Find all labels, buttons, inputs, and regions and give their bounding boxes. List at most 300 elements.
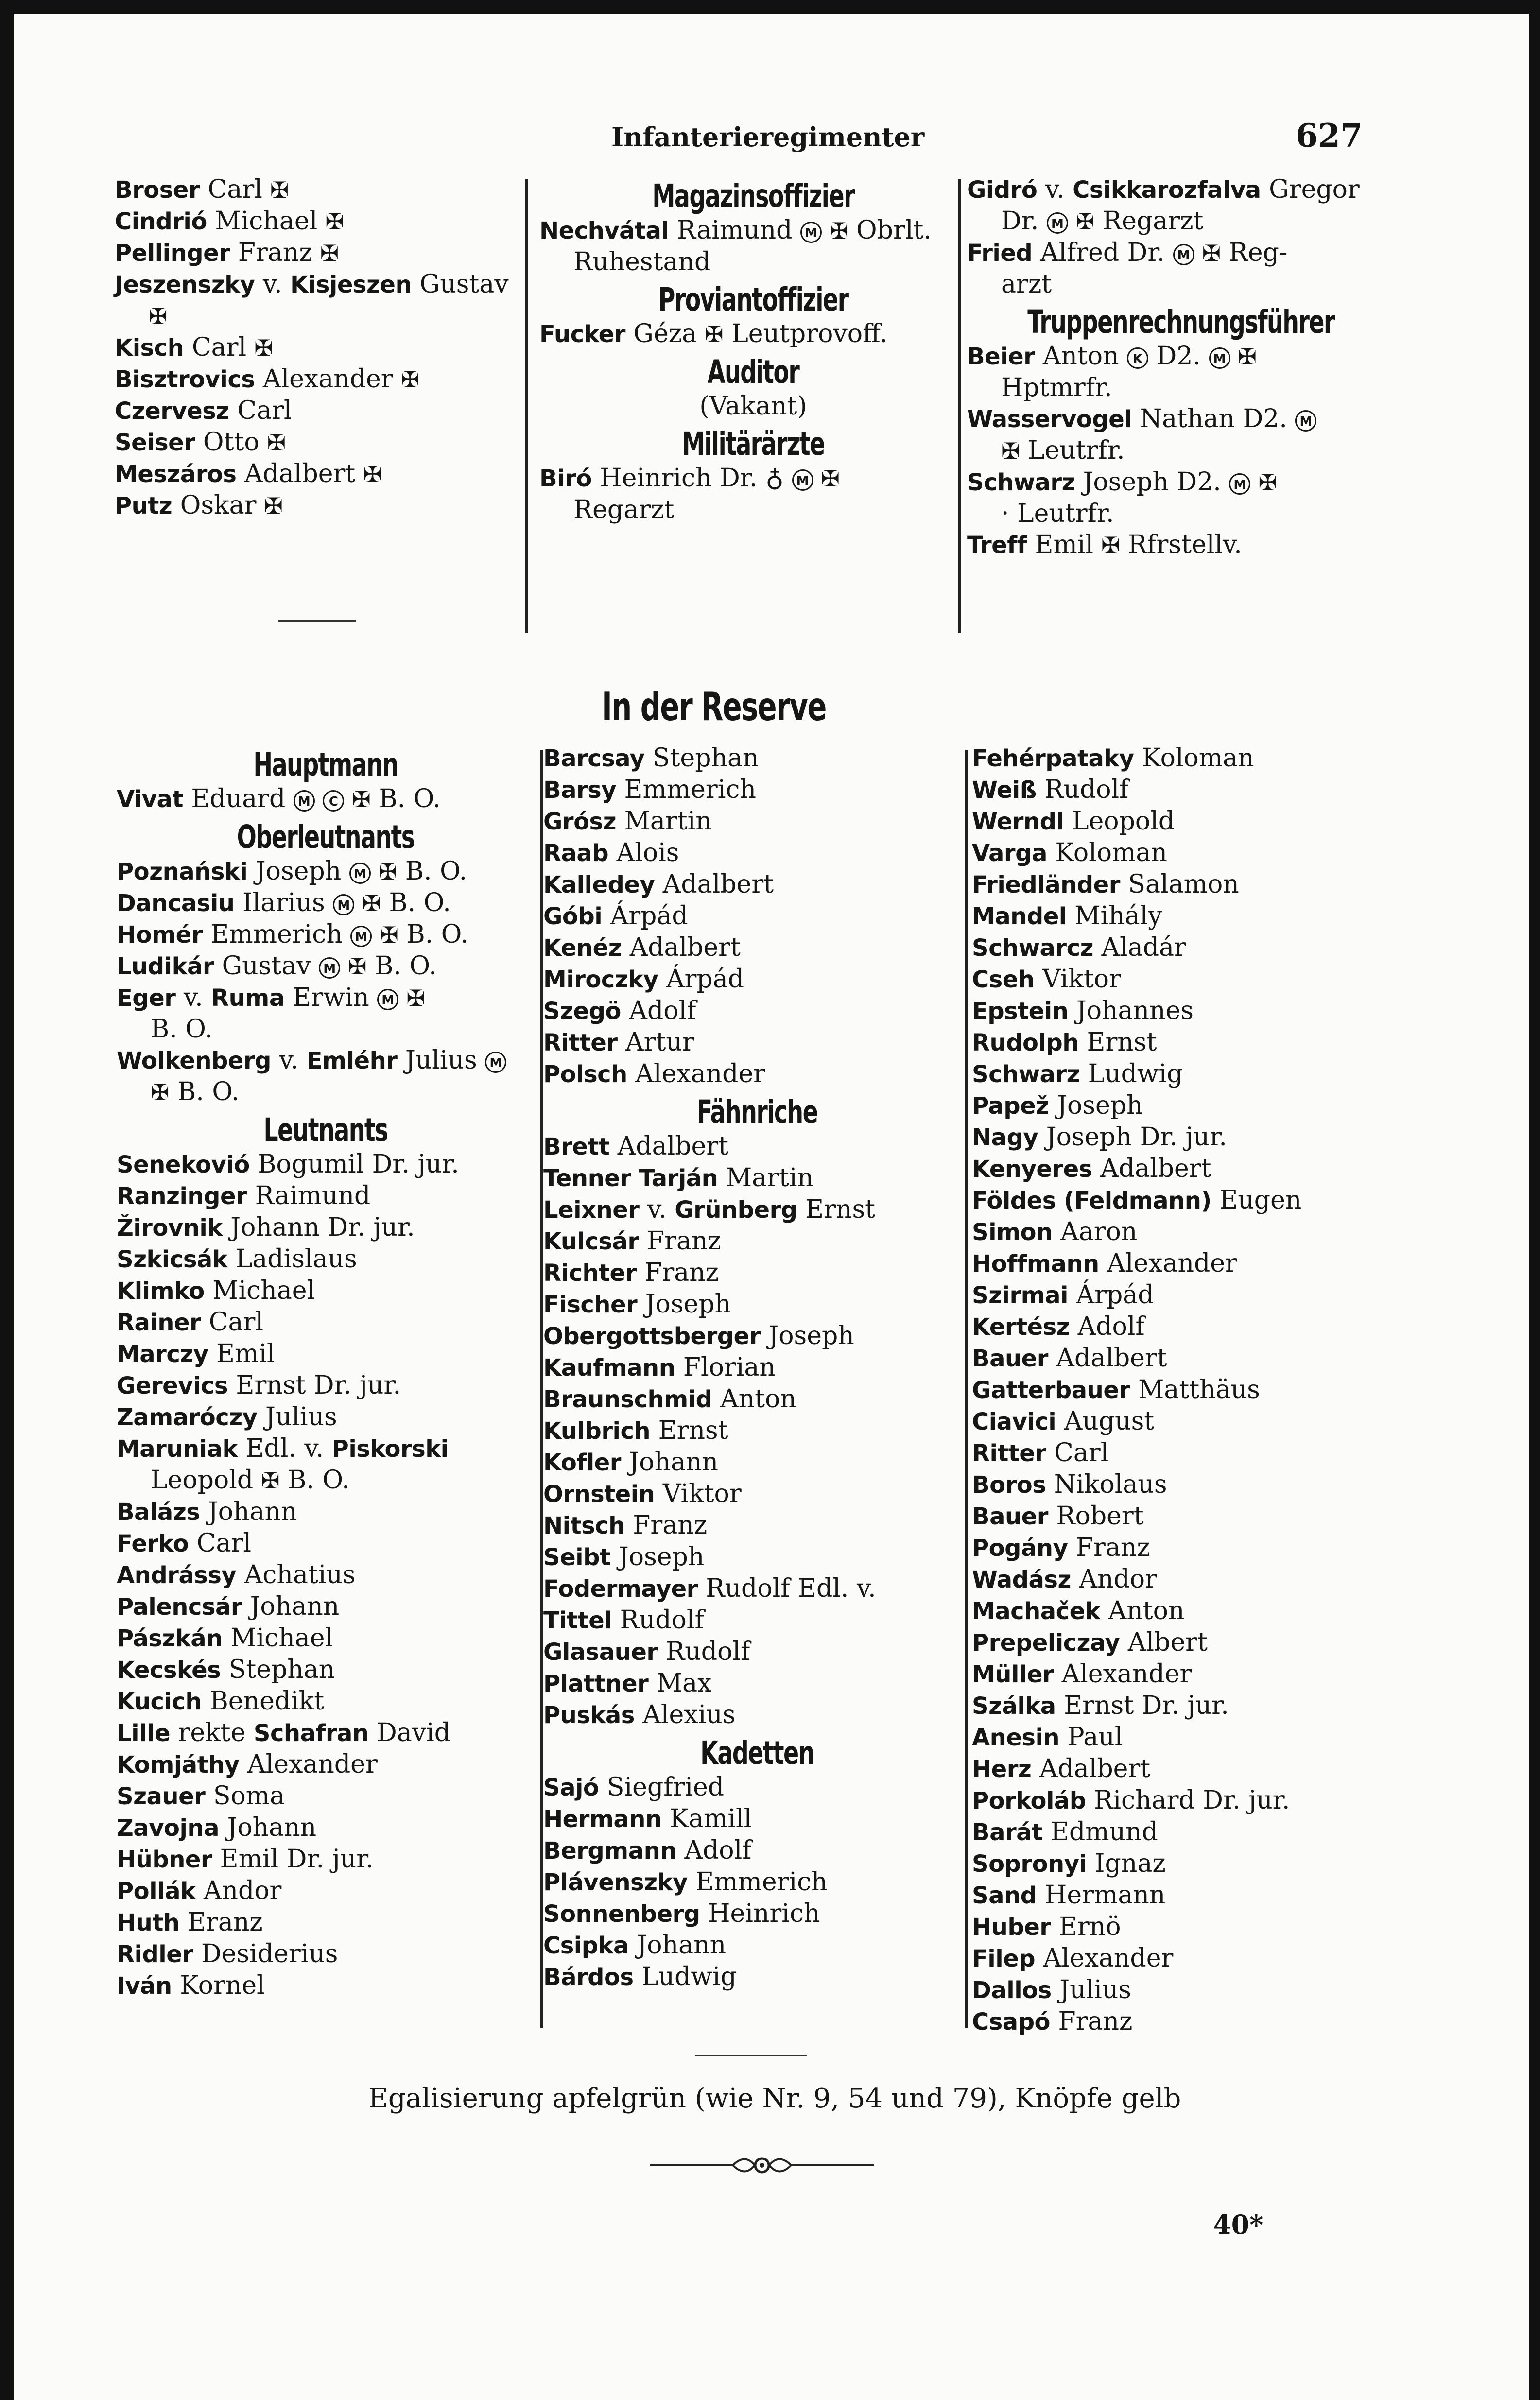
given-name: Mihály [1066,901,1162,931]
name-entry [543,1803,971,1835]
given-name: Ernst Dr. jur. [1056,1691,1229,1720]
name-entry [543,1510,971,1541]
given-name: Hermann [1037,1881,1166,1910]
given-name: Rudolf Edl. v. [697,1574,876,1603]
surname: Iván [117,1972,172,2000]
spacer [325,888,355,917]
surname: Szegö [543,998,621,1025]
given-name: Emil [1026,530,1094,559]
name-entry [115,269,533,300]
name-entry [115,363,533,395]
given-name: Carl [201,1308,264,1337]
given-name: Adalbert [1048,1344,1167,1373]
given-name: Ladislaus [227,1244,357,1274]
cross-decoration-icon: ✠ [344,786,371,812]
surname: Braunschmid [543,1386,712,1413]
given-name: Gregor [1261,175,1360,204]
given-name: Ernö [1051,1912,1121,1941]
name-entry [117,1338,535,1370]
title-note: B. O. [397,857,467,886]
given-name: v. [1037,175,1073,204]
surname: Fucker [539,321,625,348]
name-entry [115,490,533,521]
name-entry [543,1320,971,1352]
name-entry [972,1722,1400,1753]
surname: Sonnenberg [543,1900,700,1928]
given-name: Árpád [1068,1280,1154,1310]
given-name: Joseph [610,1542,705,1571]
short-rule [695,2055,807,2056]
given-name: Edmund [1042,1817,1158,1847]
title-note: Regarzt [1094,207,1204,236]
name-entry [543,1961,971,1993]
given-name: Árpád [602,901,688,931]
spacer [1038,207,1068,236]
given-name: Emmerich [616,775,756,804]
title-note: Reg- [1221,238,1288,267]
given-name: Adalbert [622,933,741,962]
name-entry [117,1623,535,1654]
m-circle-icon: M [1209,347,1230,369]
name-entry [972,1216,1400,1248]
m-circle-icon: M [319,957,340,979]
entry-continuation [117,1014,535,1045]
name-entry [543,1478,971,1510]
given-name: Anton [1100,1596,1185,1625]
given-name: Emmerich [202,920,343,949]
given-name: Anton [1035,342,1119,371]
m-circle-icon: M [485,1052,506,1073]
given-name: Adalbert [1092,1154,1211,1183]
surname: Hoffmann [972,1250,1099,1278]
given-name: Emil Dr. jur. [212,1845,374,1874]
name-entry [972,1880,1400,1911]
name-entry [117,919,535,950]
surname: Anesin [972,1724,1060,1751]
given-name: Joseph [1049,1091,1143,1120]
surname: Polsch [543,1061,627,1088]
name-entry [543,964,971,995]
name-entry [117,1844,535,1875]
surname: Sand [972,1882,1037,1909]
surname: Hübner [117,1846,212,1873]
surname: Kertész [972,1313,1070,1341]
given-name: Franz [639,1226,721,1256]
surname: Zamaróczy [117,1404,258,1431]
name-entry [543,869,971,900]
given-name: Viktor [1034,965,1121,994]
surname: Dallos [972,1977,1052,2004]
name-entry [972,1848,1400,1880]
given-name: · Leutrfr. [1001,499,1114,528]
entry-continuation [117,1465,535,1496]
given-name: Nikolaus [1046,1470,1167,1499]
name-entry [972,995,1400,1027]
name-entry [972,1406,1400,1437]
given-name: Nathan D2. [1132,404,1287,433]
surname: Gatterbauer [972,1377,1130,1404]
name-entry [117,1180,535,1212]
name-entry [543,995,971,1027]
surname: Kalledey [543,871,655,898]
given-name: Johannes [1068,996,1194,1025]
surname: Senekovió [117,1151,250,1178]
given-name: Ernst Dr. jur. [227,1371,401,1400]
rank-heading: Militärärzte [682,425,825,463]
given-name: Joseph [760,1321,854,1350]
name-entry [972,1501,1400,1532]
m-circle-icon: M [800,222,822,243]
cross-decoration-icon: ✠ [813,466,840,492]
surname: Nagy [972,1124,1038,1151]
surname: Obergottsberger [543,1323,761,1350]
surname: Raab [543,840,609,867]
name-entry [972,1279,1400,1311]
given-name: v. [175,983,211,1012]
title-note: Obrlt. [848,216,932,245]
rank-heading: Magazinsoffizier [652,177,854,215]
name-entry [972,1564,1400,1595]
name-entry [972,964,1400,995]
name-entry [543,1835,971,1866]
given-name: Franz [1068,1533,1150,1562]
surname: Huber [972,1914,1051,1941]
name-entry [972,1090,1400,1122]
given-name: Michael [222,1623,333,1653]
given-name: Andor [195,1876,282,1905]
cross-decoration-icon: ✠ [1230,344,1257,370]
title-note: Leutprovoff. [723,319,888,348]
given-name: Richard Dr. jur. [1086,1786,1290,1815]
cross-decoration-icon: ✠ [340,953,367,980]
given-name: Emil [208,1339,275,1368]
surname: Puskás [543,1702,635,1729]
spacer [343,920,372,949]
given-name: Ilarius [234,888,325,917]
given-name: Rudolf [1036,775,1129,804]
surname: Czervesz [115,397,229,425]
cross-decoration-icon: ✠ [398,985,425,1011]
title-note: B. O. [366,951,437,981]
given-name: Ludwig [1080,1059,1183,1088]
surname: Csikkarozfalva [1073,176,1261,204]
given-name: Johann Dr. jur. [222,1213,415,1242]
name-entry [117,1559,535,1591]
name-entry [117,1045,535,1076]
surname: Kenyeres [972,1156,1092,1183]
cross-decoration-icon: ✠ [246,335,273,361]
title-note: B. O. [381,888,451,917]
name-entry [972,1532,1400,1564]
given-name: Julius [397,1046,477,1075]
name-entry [972,1058,1400,1090]
given-name: Géza [625,319,697,348]
name-entry [972,1690,1400,1722]
name-entry [117,1780,535,1812]
name-entry [117,1212,535,1243]
surname: Friedländer [972,871,1120,898]
name-entry [117,1243,535,1275]
surname: Góbi [543,903,603,930]
given-name: Carl [1046,1438,1109,1468]
given-name: Edl. v. [237,1434,332,1463]
name-entry [543,1573,971,1605]
given-name: Ignaz [1087,1849,1166,1878]
title-note: Leutrfr. [1020,436,1125,465]
surname: Földes (Feldmann) [972,1187,1211,1214]
given-name: Rudolf [612,1606,704,1635]
surname: Tenner Tarján [543,1165,718,1192]
vacant-note: (Vakant) [699,392,807,421]
entry-continuation [117,1076,535,1108]
surname: Szirmai [972,1282,1068,1309]
entry-continuation [967,435,1395,466]
name-entry [117,1907,535,1938]
cross-decoration-icon: ✠ [256,493,283,519]
surname: Ranzinger [117,1183,247,1210]
name-entry [972,1343,1400,1374]
given-name: Ernst [797,1195,876,1224]
surname: Wadász [972,1566,1071,1593]
name-entry [967,341,1395,372]
entry-continuation [967,372,1395,403]
given-name: Koloman [1134,743,1254,773]
surname: Pogány [972,1535,1068,1562]
given-name: Matthäus [1130,1375,1260,1404]
entry-continuation [967,269,1395,300]
given-name: Erwin [284,983,369,1012]
name-entry [972,837,1400,869]
name-entry [117,1496,535,1528]
given-name: Alexander [1054,1659,1192,1689]
given-name: Raimund [669,216,793,245]
given-name: Carl [200,175,262,204]
name-entry [543,742,971,774]
surname: Cseh [972,966,1035,993]
name-entry [972,900,1400,932]
given-name: August [1056,1407,1155,1436]
given-name: Emmerich [687,1867,828,1897]
surname: Ciavici [972,1408,1056,1435]
given-name: Paul [1059,1723,1123,1752]
name-entry [117,856,535,887]
given-name: Max [648,1669,712,1698]
name-entry [543,1772,971,1803]
surname: Kofler [543,1449,621,1476]
given-name: Desiderius [193,1939,338,1968]
running-head: Infanterieregimenter [611,121,925,153]
name-entry [543,1447,971,1478]
surname: Schafran [253,1720,369,1747]
name-entry [543,837,971,869]
name-entry [972,806,1400,837]
m-circle-icon: M [1295,410,1316,432]
c-circle-icon: C [323,790,344,812]
given-name: Alexander [1099,1249,1237,1278]
name-entry [117,950,535,982]
column-rule [525,179,528,633]
name-entry [972,742,1400,774]
spacer [1221,467,1251,497]
name-entry [543,1226,971,1257]
surname: Gidró [967,176,1038,204]
spacer [315,784,345,813]
surname: Rudolph [972,1029,1079,1056]
given-name: Salamon [1120,870,1239,899]
surname: Klimko [117,1278,205,1305]
given-name: v. [639,1195,675,1224]
given-name: Johann [621,1448,719,1477]
name-entry [117,1875,535,1907]
top-column-3 [967,174,1395,561]
given-name: Heinrich [700,1899,820,1928]
given-name: Carl [229,396,292,425]
given-name: Aladár [1093,933,1186,962]
surname: Lille [117,1720,170,1747]
given-name: Hptmrfr. [1001,373,1112,402]
surname: Werndl [972,808,1064,835]
given-name: Robert [1048,1502,1144,1531]
name-entry [972,1753,1400,1785]
name-entry [972,1627,1400,1658]
surname: Piskorski [331,1435,449,1463]
given-name: Franz [230,238,312,267]
m-circle-icon: M [1173,244,1194,265]
given-name: Adalbert [655,870,774,899]
surname: Homér [117,921,203,949]
surname: Pollák [117,1878,196,1905]
name-entry [543,1415,971,1447]
given-name: Soma [205,1781,285,1811]
name-entry [967,403,1395,435]
given-name: v. [271,1046,307,1075]
cross-decoration-icon: ✠ [1250,469,1277,496]
surname: Müller [972,1661,1054,1688]
name-entry [115,332,533,363]
name-entry [972,1658,1400,1690]
cross-decoration-icon: ✠ [1001,438,1020,464]
given-name: rekte [170,1718,254,1747]
name-entry [967,237,1395,269]
name-entry [972,1027,1400,1058]
given-name: Regarzt [573,495,675,524]
given-name: Árpád [658,965,744,994]
title-note: B. O. [169,1077,240,1106]
surname: Cindrió [115,208,207,235]
name-entry [115,395,533,427]
name-entry [117,1717,535,1749]
name-entry [115,174,533,206]
surname: Ruma [211,984,285,1012]
surname: Schwarz [972,1061,1080,1088]
surname: Richter [543,1260,637,1287]
name-entry [972,774,1400,806]
surname: Fehérpataky [972,745,1134,772]
surname: Ornstein [543,1481,655,1508]
rank-heading: Kadetten [700,1734,814,1772]
surname: Leixner [543,1196,640,1224]
given-name: Alfred Dr. [1032,238,1165,267]
given-name: Oskar [172,491,257,520]
name-entry [539,215,967,246]
name-entry [117,1149,535,1180]
spacer [285,784,315,813]
surname: Csapó [972,2008,1051,2036]
given-name: Ruhestand [573,247,711,276]
rank-heading: Hauptmann [253,746,398,783]
name-entry [539,318,967,350]
surname: Beier [967,343,1035,370]
surname: Kenéz [543,934,622,962]
cross-decoration-icon: ✠ [259,430,286,456]
name-entry [972,1785,1400,1816]
surname: Grünberg [675,1196,797,1224]
surname: Ferko [117,1530,189,1557]
given-name: Joseph [637,1290,731,1319]
name-entry [117,1307,535,1338]
m-circle-icon: M [350,926,372,947]
surname: Gerevics [117,1372,228,1399]
signature-mark: 40* [1213,2209,1263,2240]
cross-decoration-icon: ✠ [262,177,289,203]
name-entry [543,1383,971,1415]
surname: Ridler [117,1941,193,1968]
name-entry [543,1699,971,1731]
given-name: Artur [617,1028,694,1057]
entry-continuation [967,206,1395,237]
spacer [311,951,341,981]
surname: Broser [115,176,200,204]
given-name: Joseph Dr. jur. [1038,1122,1227,1152]
page-number: 627 [1296,117,1363,155]
surname: Kaufmann [543,1354,675,1381]
reserve-column-3 [972,742,1400,2037]
given-name: Eugen [1211,1186,1302,1215]
cross-decoration-icon: ✠ [312,240,339,266]
given-name: Eranz [179,1908,263,1937]
k-circle-icon: K [1127,347,1148,369]
name-entry [543,1027,971,1058]
surname: Glasauer [543,1639,658,1666]
title-note: B. O. [398,920,468,949]
given-name: Adalbert [236,459,356,488]
surname: Kulcsár [543,1228,639,1255]
name-entry [117,1528,535,1559]
given-name: Anton [712,1384,796,1414]
given-name: Leopold [151,1466,254,1495]
given-name: Andor [1071,1565,1157,1594]
spacer [784,464,813,493]
entry-continuation [967,498,1395,529]
cross-decoration-icon: ✠ [149,303,168,329]
cross-decoration-icon: ✠ [821,218,848,244]
ornament [650,2151,874,2180]
name-entry [972,1943,1400,1974]
surname: Zavojna [117,1814,219,1842]
surname: Barsy [543,777,617,804]
given-name: Franz [624,1511,708,1540]
surname: Andrássy [117,1562,237,1589]
cross-decoration-icon: ✠ [393,366,420,393]
name-entry [115,237,533,269]
given-name: Adalbert [1031,1754,1151,1783]
surname: Treff [967,532,1027,559]
entry-continuation [539,494,967,525]
given-name: Adolf [621,996,696,1025]
spacer [1287,404,1317,433]
name-entry [967,174,1395,206]
cross-decoration-icon: ✠ [253,1468,280,1494]
